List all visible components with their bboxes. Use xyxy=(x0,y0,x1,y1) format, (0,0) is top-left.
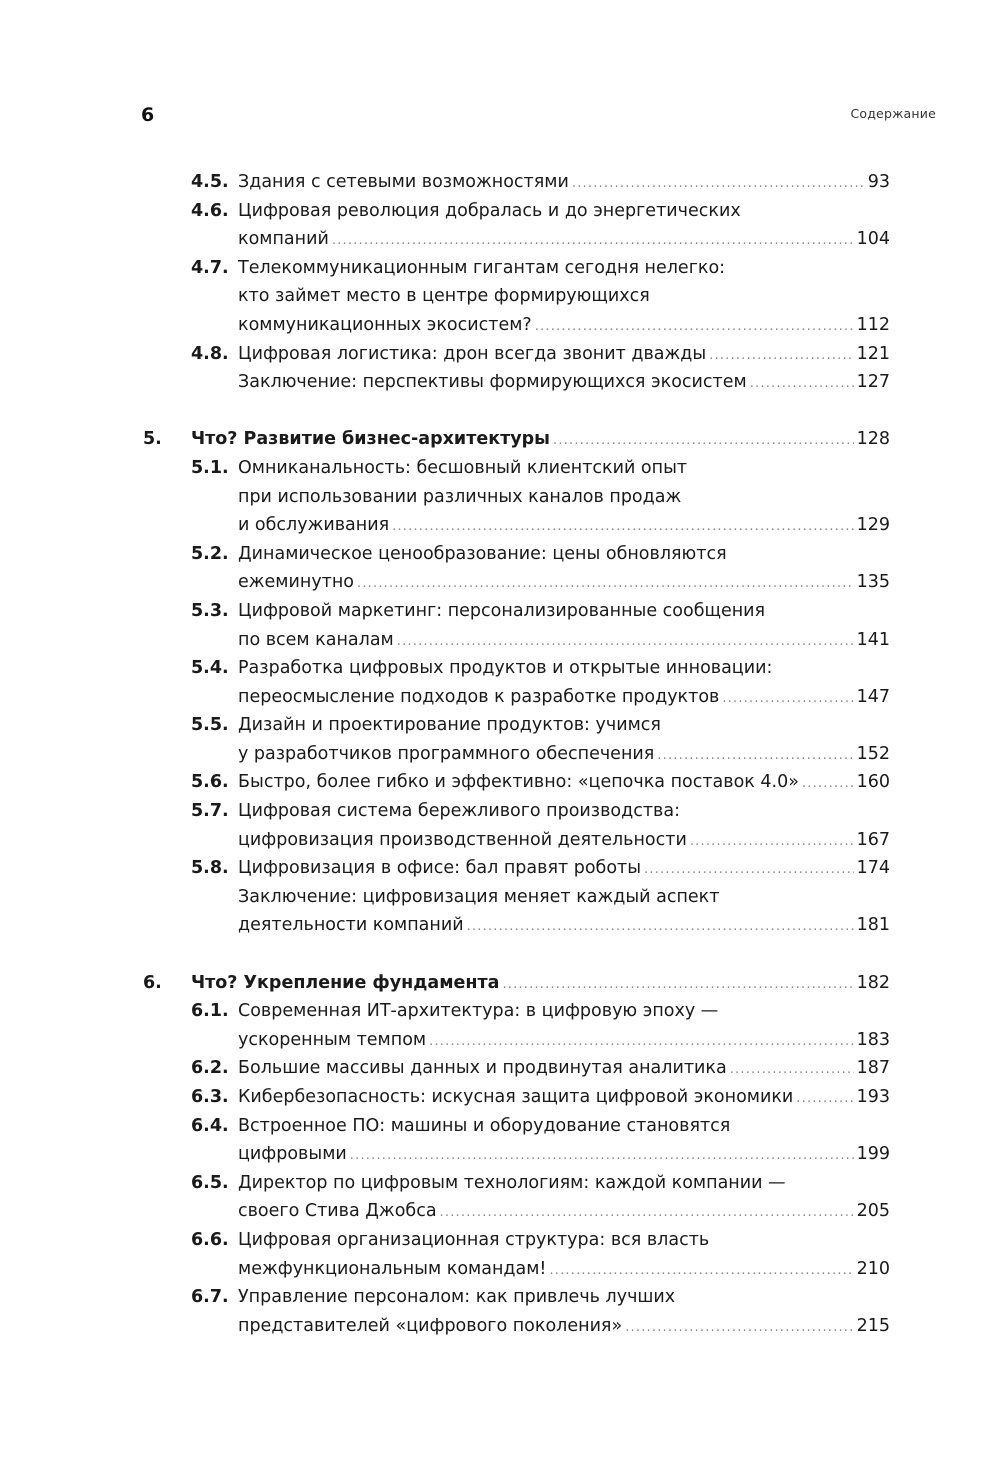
toc-entry-row xyxy=(0,1112,1000,1141)
section-title: ускоренным темпом xyxy=(238,1029,427,1050)
toc-entry-row xyxy=(0,568,1000,597)
dot-leader xyxy=(357,570,854,599)
section-title: у разработчиков программного обеспечения xyxy=(238,743,655,764)
toc-line xyxy=(238,826,890,857)
toc-entry-row xyxy=(0,797,1000,826)
dot-leader xyxy=(657,742,853,771)
toc-line xyxy=(238,1197,890,1228)
section-title: и обслуживания xyxy=(238,515,390,536)
section-title: Цифровая логистика: дрон всегда звонит дважды xyxy=(238,343,707,364)
page-ref: 121 xyxy=(856,343,890,364)
section-number: 6.4. xyxy=(191,1115,229,1136)
page-ref: 160 xyxy=(856,772,890,793)
section-number: 4.8. xyxy=(191,343,229,364)
dot-leader xyxy=(502,971,853,1000)
running-head: Содержание xyxy=(850,106,936,121)
toc-entry-row xyxy=(0,911,1000,940)
dot-leader xyxy=(553,427,854,456)
toc-line xyxy=(238,797,890,826)
toc-entry-row xyxy=(0,1312,1000,1341)
toc-entry-row xyxy=(0,1226,1000,1255)
section-title: Директор по цифровым технологиям: каждой компании — xyxy=(238,1172,786,1193)
toc-line xyxy=(238,454,890,483)
page-ref: 187 xyxy=(856,1058,890,1079)
section-title: по всем каналам xyxy=(238,629,394,650)
toc-line xyxy=(238,1312,890,1343)
section-number: 5.3. xyxy=(191,600,229,621)
section-title: Кибербезопасность: искусная защита цифровой экономики xyxy=(238,1087,794,1107)
toc-entry-row xyxy=(0,768,1000,797)
toc-line xyxy=(238,1083,890,1114)
toc-entry-row xyxy=(0,711,1000,740)
section-title: Заключение: цифровизация меняет каждый аспект xyxy=(238,886,720,907)
section-title: своего Стива Джобса xyxy=(238,1201,437,1222)
page-ref: 147 xyxy=(856,686,890,707)
toc-entry-row xyxy=(0,282,1000,311)
toc-line xyxy=(238,597,890,626)
toc-entry-row xyxy=(0,683,1000,712)
toc-entry-row xyxy=(0,254,1000,283)
section-title: Динамическое ценообразование: цены обновляются xyxy=(238,543,727,564)
toc-line xyxy=(238,740,890,771)
section-title: Цифровой маркетинг: персонализированные сообщения xyxy=(238,600,766,621)
section-number: 5.4. xyxy=(191,658,229,679)
page-ref: 174 xyxy=(856,858,890,879)
section-number: 5.8. xyxy=(191,858,229,879)
section-title: Дизайн и проектирование продуктов: учимся xyxy=(238,715,661,736)
section-title: представителей «цифрового поколения» xyxy=(238,1315,623,1336)
section-number: 5.2. xyxy=(191,543,229,564)
section-number: 4.5. xyxy=(191,172,229,192)
section-number: 6.5. xyxy=(191,1172,229,1193)
dot-leader xyxy=(644,856,854,885)
section-title: Телекоммуникационным гигантам сегодня нелегко: xyxy=(238,257,726,278)
page-ref: 181 xyxy=(856,915,890,936)
section-title: Омниканальность: бесшовный клиентский опыт xyxy=(238,457,688,478)
page-ref: 112 xyxy=(856,314,890,335)
toc-line xyxy=(238,225,890,256)
page-ref: 167 xyxy=(856,829,890,850)
toc-line xyxy=(238,854,890,885)
dot-leader xyxy=(730,1056,854,1085)
section-number: 5.7. xyxy=(191,801,229,822)
toc-entry-row xyxy=(0,483,1000,512)
toc-line xyxy=(238,1226,890,1255)
toc-line xyxy=(238,540,890,569)
toc-entry-row xyxy=(0,1140,1000,1169)
toc-line xyxy=(238,1283,890,1312)
table-of-contents xyxy=(0,168,1000,1340)
dot-leader xyxy=(535,313,854,342)
toc-entry-row xyxy=(0,1083,1000,1112)
dot-leader xyxy=(332,227,854,256)
dot-leader xyxy=(397,628,854,657)
dot-leader xyxy=(709,342,853,371)
page-ref: 135 xyxy=(856,572,890,593)
dot-leader xyxy=(467,913,854,942)
toc-line xyxy=(238,568,890,599)
dot-leader xyxy=(549,1257,853,1286)
toc-line xyxy=(238,168,890,199)
page-ref: 182 xyxy=(856,972,890,993)
chapter-number: 6. xyxy=(143,972,162,993)
section-number: 5.5. xyxy=(191,715,229,736)
section-title: Большие массивы данных и продвинутая аналитика xyxy=(238,1058,727,1079)
section-title: Быстро, более гибко и эффективно: «цепочка поставок 4.0» xyxy=(238,772,799,793)
dot-leader xyxy=(572,170,865,199)
page-ref: 129 xyxy=(856,515,890,536)
page-number: 6 xyxy=(141,104,155,126)
dot-leader xyxy=(440,1199,854,1228)
chapter-title: Что? Укрепление фундамента xyxy=(191,972,500,993)
page-ref: 210 xyxy=(856,1258,890,1279)
page-ref: 152 xyxy=(856,743,890,764)
page-ref: 141 xyxy=(856,629,890,650)
toc-line xyxy=(238,1112,890,1141)
dot-leader xyxy=(796,1085,853,1114)
section-number: 5.6. xyxy=(191,772,229,793)
page-ref: 215 xyxy=(856,1315,890,1336)
toc-entry-row xyxy=(0,225,1000,254)
page-ref: 183 xyxy=(856,1029,890,1050)
toc-entry-row xyxy=(0,997,1000,1026)
toc-entry-row xyxy=(0,883,1000,912)
section-title: Заключение: перспективы формирующихся экосистем xyxy=(238,372,747,393)
page-ref: 205 xyxy=(856,1201,890,1222)
dot-leader xyxy=(392,513,853,542)
toc-chapter-row xyxy=(0,969,1000,998)
toc-line xyxy=(238,368,890,399)
page-ref: 193 xyxy=(856,1087,890,1107)
page-ref: 128 xyxy=(856,429,890,450)
toc-line xyxy=(238,511,890,542)
toc-entry-row xyxy=(0,197,1000,226)
toc-line xyxy=(238,626,890,657)
toc-line xyxy=(238,483,890,512)
toc-line xyxy=(238,768,890,799)
toc-line xyxy=(238,1026,890,1057)
dot-leader xyxy=(690,828,854,857)
section-title: Цифровая система бережливого производства: xyxy=(238,801,680,822)
section-title: Разработка цифровых продуктов и открытые инновации: xyxy=(238,658,773,679)
toc-line xyxy=(238,997,890,1026)
toc-line xyxy=(238,654,890,683)
section-title: Цифровая революция добралась и до энергетических xyxy=(238,200,741,221)
section-number: 4.6. xyxy=(191,200,229,221)
toc-line xyxy=(238,911,890,942)
toc-line xyxy=(238,1255,890,1286)
section-title: Управление персоналом: как привлечь лучших xyxy=(238,1287,676,1308)
toc-entry-row xyxy=(0,311,1000,340)
toc-line xyxy=(191,425,890,456)
toc-line xyxy=(191,969,890,1000)
section-title: цифровизация производственной деятельности xyxy=(238,829,687,850)
section-title: Цифровая организационная структура: вся власть xyxy=(238,1229,710,1250)
section-title: межфункциональным командам! xyxy=(238,1258,547,1279)
dot-leader xyxy=(722,685,853,714)
dot-leader xyxy=(350,1142,854,1171)
section-title: Современная ИТ-архитектура: в цифровую эпоху — xyxy=(238,1001,719,1022)
toc-line xyxy=(238,683,890,714)
toc-line xyxy=(238,340,890,371)
dot-leader xyxy=(750,370,854,399)
toc-entry-row xyxy=(0,1026,1000,1055)
toc-entry-row xyxy=(0,740,1000,769)
section-number: 6.3. xyxy=(191,1087,229,1107)
toc-line xyxy=(238,254,890,283)
toc-entry-row xyxy=(0,597,1000,626)
section-number: 6.1. xyxy=(191,1001,229,1022)
section-number: 6.2. xyxy=(191,1058,229,1079)
section-number: 5.1. xyxy=(191,457,229,478)
toc-entry-row xyxy=(0,540,1000,569)
section-title: Здания с сетевыми возможностями xyxy=(238,172,569,192)
section-title: деятельности компаний xyxy=(238,915,464,936)
dot-leader xyxy=(625,1314,853,1343)
page-ref: 93 xyxy=(867,172,890,192)
section-title: Цифровизация в офисе: бал правят роботы xyxy=(238,858,642,879)
toc-line xyxy=(238,1140,890,1171)
section-title: цифровыми xyxy=(238,1144,347,1165)
section-title: Встроенное ПО: машины и оборудование становятся xyxy=(238,1115,731,1136)
toc-entry-row xyxy=(0,340,1000,369)
dot-leader xyxy=(802,770,854,799)
toc-entry-row xyxy=(0,1255,1000,1284)
toc-line xyxy=(238,197,890,226)
section-title: при использовании различных каналов продаж xyxy=(238,486,682,507)
toc-entry-row xyxy=(0,1054,1000,1083)
section-title: переосмысление подходов к разработке продуктов xyxy=(238,686,720,707)
page-ref: 199 xyxy=(856,1144,890,1165)
toc-line xyxy=(238,711,890,740)
toc-entry-row xyxy=(0,168,1000,197)
toc-entry-row xyxy=(0,826,1000,855)
toc-entry-row xyxy=(0,1283,1000,1312)
page-ref: 127 xyxy=(856,372,890,393)
toc-line xyxy=(238,311,890,342)
toc-entry-row xyxy=(0,368,1000,397)
section-title: кто займет место в центре формирующихся xyxy=(238,286,650,307)
section-title: компаний xyxy=(238,229,329,250)
section-title: коммуникационных экосистем? xyxy=(238,314,532,335)
toc-line xyxy=(238,883,890,912)
chapter-number: 5. xyxy=(143,429,162,450)
chapter-title: Что? Развитие бизнес-архитектуры xyxy=(191,429,550,450)
toc-entry-row xyxy=(0,854,1000,883)
toc-entry-row xyxy=(0,1169,1000,1198)
toc-chapter-row xyxy=(0,425,1000,454)
toc-line xyxy=(238,1169,890,1198)
page-ref: 104 xyxy=(856,229,890,250)
toc-line xyxy=(238,282,890,311)
toc-line xyxy=(238,1054,890,1085)
dot-leader xyxy=(429,1028,853,1057)
toc-entry-row xyxy=(0,1197,1000,1226)
section-number: 6.7. xyxy=(191,1287,229,1308)
toc-entry-row xyxy=(0,626,1000,655)
toc-entry-row xyxy=(0,654,1000,683)
section-number: 6.6. xyxy=(191,1229,229,1250)
toc-entry-row xyxy=(0,511,1000,540)
section-title: ежеминутно xyxy=(238,572,355,593)
section-number: 4.7. xyxy=(191,257,229,278)
toc-entry-row xyxy=(0,454,1000,483)
